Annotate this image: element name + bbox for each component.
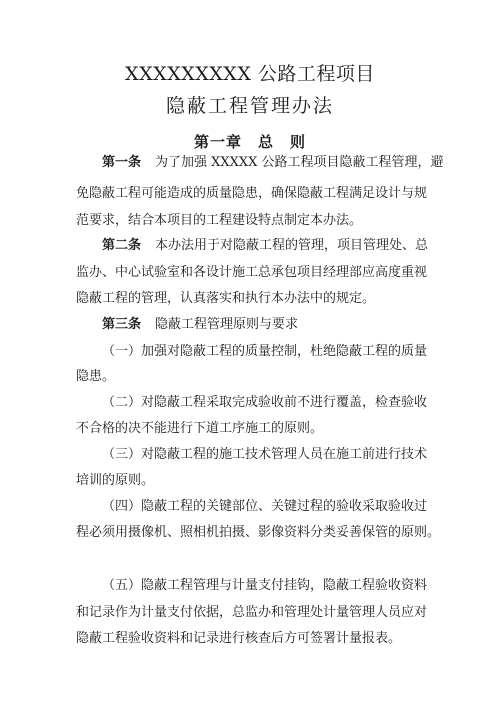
principle-4-line-2: 程必须用摄像机、照相机拍摄、影像资料分类妥善保管的原则。 bbox=[76, 525, 441, 540]
article-2-line-2: 监办、中心试验室和各设计施工总承包项目经理部应高度重视 bbox=[76, 265, 428, 280]
article-2-text: 本办法用于对隐蔽工程的管理，项目管理处、总 bbox=[155, 238, 429, 253]
article-3-line-1 bbox=[102, 315, 298, 335]
article-3-label: 第三条 bbox=[102, 317, 142, 332]
article-3-text: 隐蔽工程管理原则与要求 bbox=[155, 317, 299, 332]
article-1-line-2: 免隐蔽工程可能造成的质量隐患，确保隐蔽工程满足设计与规 bbox=[76, 186, 428, 201]
article-1-label: 第一条 bbox=[102, 155, 142, 170]
principle-3-line-2: 培训的原则。 bbox=[76, 473, 155, 488]
article-1-text: 为了加强 XXXXX 公路工程项目隐蔽工程管理，避 bbox=[155, 155, 444, 170]
article-1-line-1 bbox=[102, 153, 444, 173]
principle-3-line-1: （三）对隐蔽工程的施工技术管理人员在施工前进行技术 bbox=[102, 447, 428, 462]
document-title-line2: 隐蔽工程管理办法 bbox=[165, 95, 334, 117]
chapter-heading: 第一章 总 则 bbox=[193, 133, 306, 151]
principle-2-line-2: 不合格的决不能进行下道工序施工的原则。 bbox=[76, 421, 324, 436]
principle-1-line-2: 隐患。 bbox=[76, 369, 116, 384]
principle-5-line-3: 隐蔽工程验收资料和记录进行核查后方可签署计量报表。 bbox=[76, 631, 402, 646]
principle-5-line-2: 和记录作为计量支付依据，总监办和管理处计量管理人员应对 bbox=[76, 605, 428, 620]
principle-4-line-1: （四）隐蔽工程的关键部位、关键过程的验收采取验收过 bbox=[102, 499, 428, 514]
article-2-line-1 bbox=[102, 236, 428, 256]
article-2-line-3: 隐蔽工程的管理，认真落实和执行本办法中的规定。 bbox=[76, 291, 376, 306]
principle-1-line-1: （一）加强对隐蔽工程的质量控制，杜绝隐蔽工程的质量 bbox=[102, 344, 428, 359]
principle-5-line-1: （五）隐蔽工程管理与计量支付挂钩，隐蔽工程验收资料 bbox=[102, 578, 428, 593]
document-title-line1: XXXXXXXXX 公路工程项目 bbox=[125, 63, 375, 85]
principle-2-line-1: （二）对隐蔽工程采取完成验收前不进行覆盖，检查验收 bbox=[102, 395, 428, 410]
article-1-line-3: 范要求，结合本项目的工程建设特点制定本办法。 bbox=[76, 213, 363, 228]
article-2-label: 第二条 bbox=[102, 238, 142, 253]
